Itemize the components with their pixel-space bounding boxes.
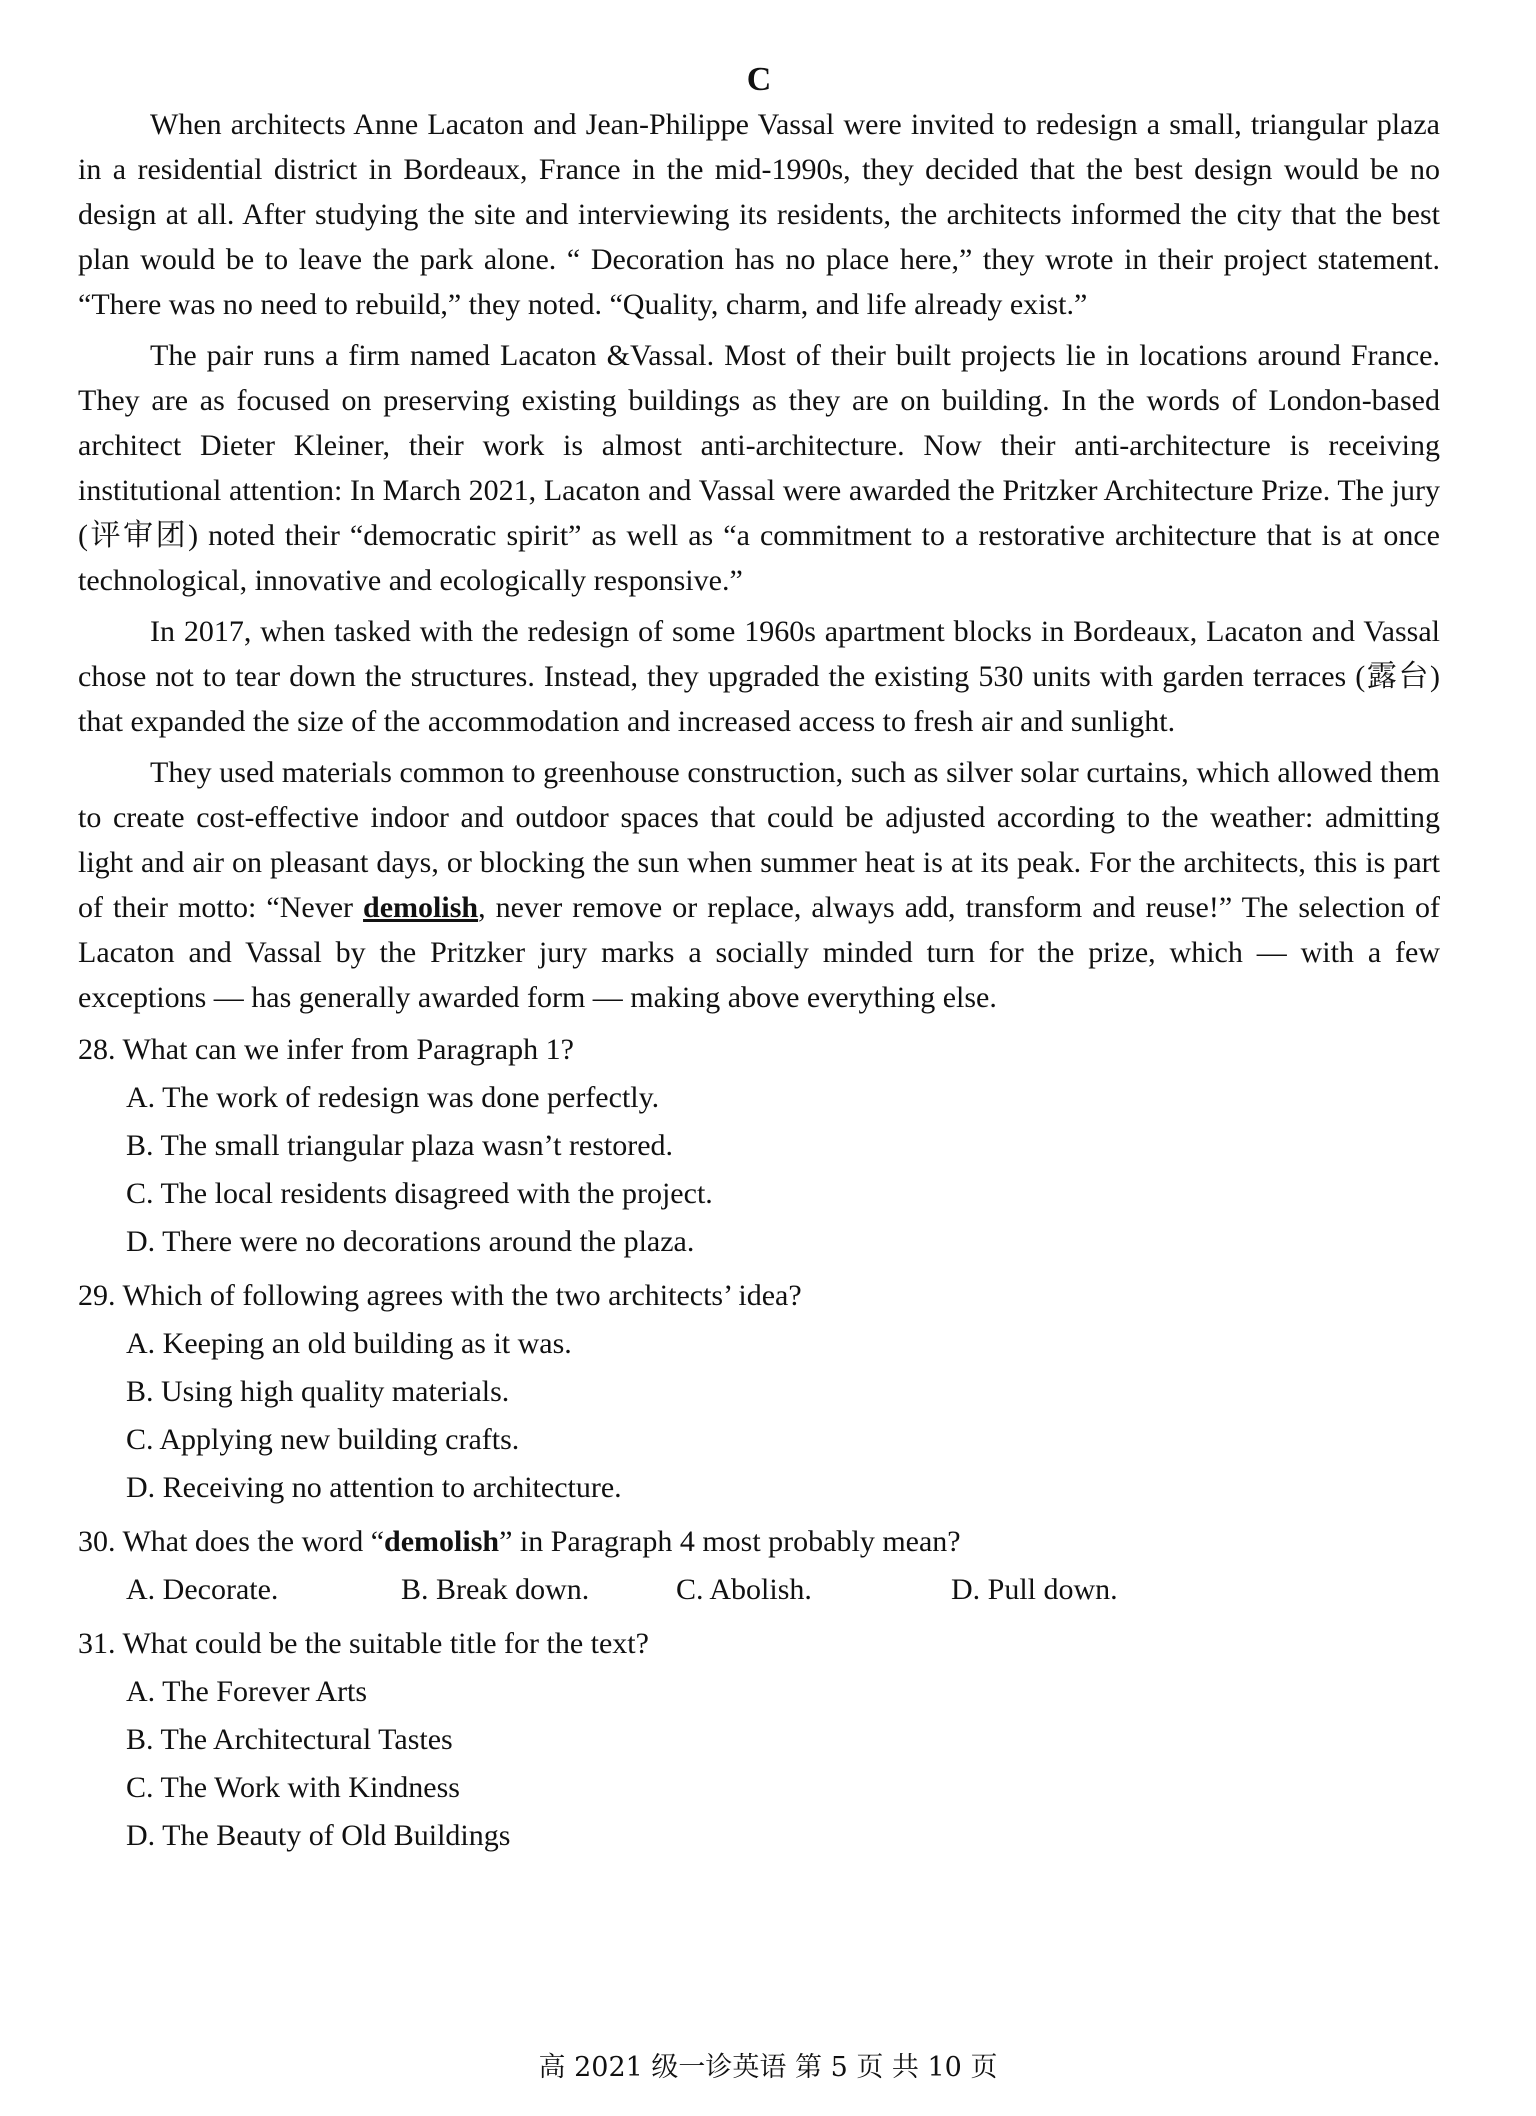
option-b[interactable]: B. Break down. <box>401 1573 590 1606</box>
paragraph-4-text-start: They used materials common to greenhouse construction, such as silver solar curtains, which allowed them to create cost-effective indoor and outdoor spaces that could be adjusted according to the weather: admitting light and air on pleasant days, or blocking the sun when summer heat is at its peak. For the architects, this is part of their motto: “Never <box>78 756 1440 924</box>
option-c[interactable]: C. Applying new building crafts. <box>126 1423 520 1456</box>
option-b[interactable]: B. Using high quality materials. <box>126 1375 510 1408</box>
question-30 <box>78 1518 1440 1614</box>
option-c[interactable]: C. The Work with Kindness <box>126 1771 460 1804</box>
paragraph-4-text-end: , never remove or replace, always add, transform and reuse!” The selection of Lacaton and Vassal by the Pritzker jury marks a socially minded turn for the prize, which — with a few exceptions — has generally awarded form — making above everything else. <box>78 891 1440 1014</box>
option-d[interactable]: D. The Beauty of Old Buildings <box>126 1819 511 1852</box>
passage-paragraph-1: When architects Anne Lacaton and Jean-Philippe Vassal were invited to redesign a small, triangular plaza in a residential district in Bordeaux, France in the mid-1990s, they decided that the best design would be no design at all. After studying the site and interviewing its residents, the architects informed the city that the best plan would be to leave the park alone. “ Decoration has no place here,” they wrote in their project statement. “There was no need to rebuild,” they noted. “Quality, charm, and life already exist.” <box>78 108 1440 321</box>
exam-page <box>78 60 1440 1860</box>
passage-paragraph-3: In 2017, when tasked with the redesign of some 1960s apartment blocks in Bordeaux, Lacaton and Vassal chose not to tear down the structures. Instead, they upgraded the existing 530 units with garden terraces (露台) that expanded the size of the accommodation and increased access to fresh air and sunlight. <box>78 615 1440 738</box>
question-31 <box>78 1620 1440 1860</box>
question-28 <box>78 1026 1440 1266</box>
keyword-demolish: demolish <box>363 891 479 924</box>
question-stem: 29. Which of following agrees with the two architects’ idea? <box>78 1279 802 1312</box>
option-b[interactable]: B. The Architectural Tastes <box>126 1723 453 1756</box>
option-a[interactable]: A. Decorate. <box>126 1573 279 1606</box>
answer-options <box>78 1566 1440 1614</box>
stem-keyword: demolish <box>384 1525 500 1558</box>
section-heading: C <box>746 61 772 98</box>
option-c[interactable]: C. The local residents disagreed with the project. <box>126 1177 713 1210</box>
question-stem <box>78 1518 1440 1566</box>
question-stem: 31. What could be the suitable title for the text? <box>78 1627 649 1660</box>
answer-options <box>78 1320 1440 1512</box>
answer-options <box>78 1074 1440 1266</box>
passage-paragraph-2: The pair runs a firm named Lacaton &Vassal. Most of their built projects lie in locations around France. They are as focused on preserving existing buildings as they are on building. In the words of London-based architect Dieter Kleiner, their work is almost anti-architecture. Now their anti-architecture is receiving institutional attention: In March 2021, Lacaton and Vassal were awarded the Pritzker Architecture Prize. The jury (评审团) noted their “democratic spirit” as well as “a commitment to a restorative architecture that is at once technological, innovative and ecologically responsive.” <box>78 339 1440 597</box>
option-c[interactable]: C. Abolish. <box>676 1573 812 1606</box>
question-stem: 28. What can we infer from Paragraph 1? <box>78 1033 574 1066</box>
option-b[interactable]: B. The small triangular plaza wasn’t restored. <box>126 1129 674 1162</box>
stem-end: ” in Paragraph 4 most probably mean? <box>499 1525 961 1558</box>
option-a[interactable]: A. The work of redesign was done perfectly. <box>126 1081 660 1114</box>
stem-start: 30. What does the word “ <box>78 1525 385 1558</box>
option-d[interactable]: D. Receiving no attention to architecture. <box>126 1471 622 1504</box>
option-a[interactable]: A. Keeping an old building as it was. <box>126 1327 572 1360</box>
option-d[interactable]: D. There were no decorations around the plaza. <box>126 1225 695 1258</box>
passage-paragraph-4 <box>78 750 1440 1020</box>
question-29 <box>78 1272 1440 1512</box>
option-d[interactable]: D. Pull down. <box>951 1573 1118 1606</box>
page-footer: 高 2021 级一诊英语 第 5 页 共 10 页 <box>538 2052 998 2083</box>
answer-options <box>78 1668 1440 1860</box>
option-a[interactable]: A. The Forever Arts <box>126 1675 368 1708</box>
